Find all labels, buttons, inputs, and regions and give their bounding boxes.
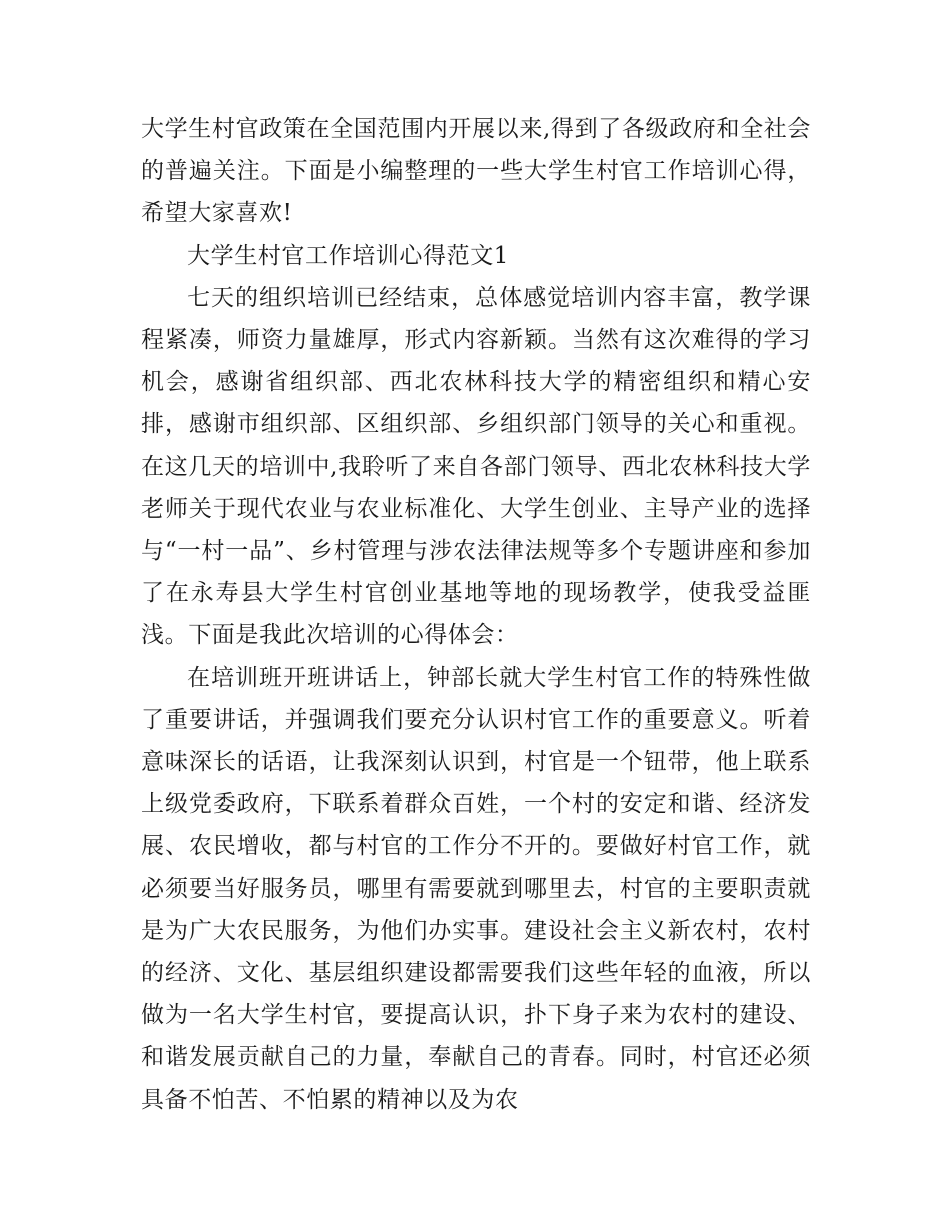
body-paragraph-1: 七天的组织培训已经结束，总体感觉培训内容丰富，教学课程紧凑，师资力量雄厚，形式内容新颖。当然有这次难得的学习机会，感谢省组织部、西北农林科技大学的精密组织和精心安排，感谢市组织部、区组织部、乡组织部门领导的关心和重视。在这几天的培训中,我聆听了来自各部门领导、西北农林科技大学老师关于现代农业与农业标准化、大学生创业、主导产业的选择与“一村一品”、乡村管理与涉农法律法规等多个专题讲座和参加了在永寿县大学生村官创业基地等地的现场教学，使我受益匪浅。下面是我此次培训的心得体会： [141,284,811,649]
section-title: 大学生村官工作培训心得范文1 [187,242,510,269]
document-body [141,108,811,1121]
body-paragraph-2: 在培训班开班讲话上，钟部长就大学生村官工作的特殊性做了重要讲话，并强调我们要充分认识村官工作的重要意义。听着意味深长的话语，让我深刻认识到，村官是一个钮带，他上联系上级党委政府，下联系着群众百姓，一个村的安定和谐、经济发展、农民增收，都与村官的工作分不开的。要做好村官工作，就必须要当好服务员，哪里有需要就到哪里去，村官的主要职责就是为广大农民服务，为他们办实事。建设社会主义新农村，农村的经济、文化、基层组织建设都需要我们这些年轻的血液，所以做为一名大学生村官，要提高认识，扑下身子来为农村的建设、和谐发展贡献自己的力量，奉献自己的青春。同时，村官还必须具备不怕苦、不怕累的精神以及为农 [141,664,811,1113]
intro-paragraph: 大学生村官政策在全国范围内开展以来,得到了各级政府和全社会的普遍关注。下面是小编整理的一些大学生村官工作培训心得，希望大家喜欢! [141,116,811,227]
